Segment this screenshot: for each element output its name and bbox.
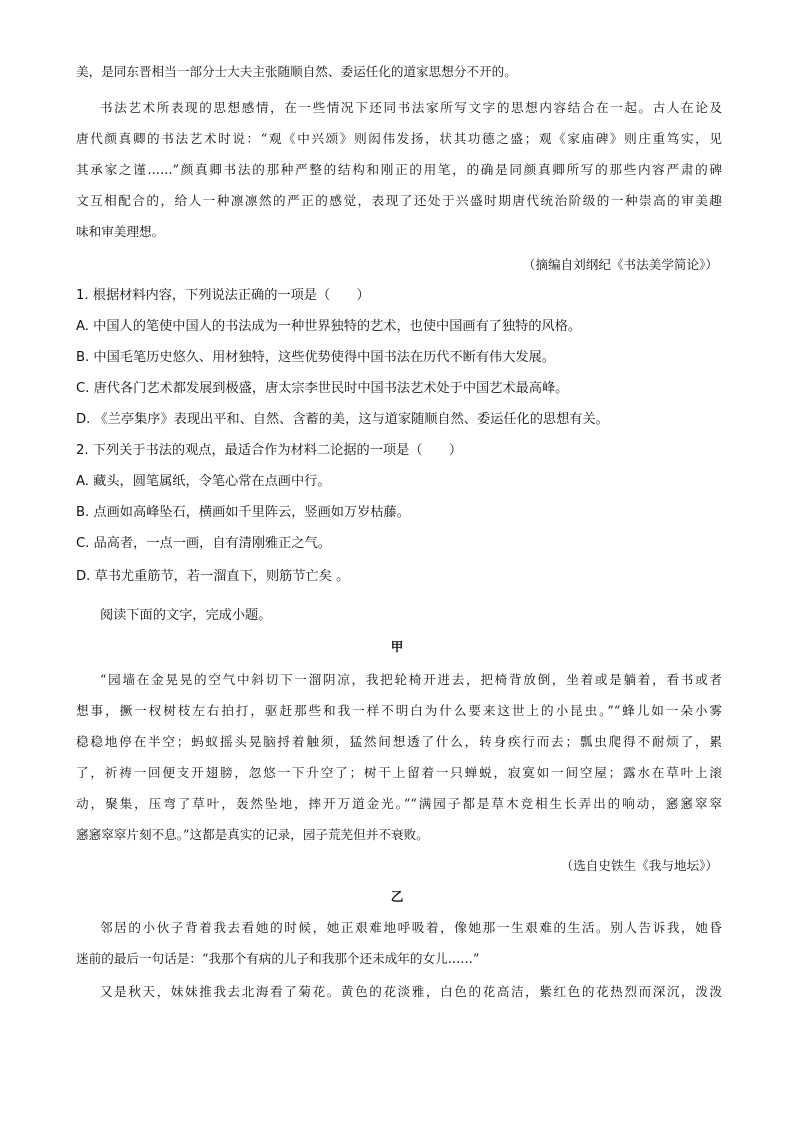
passage1-line: 味和审美理想。 xyxy=(76,224,165,239)
passage1-source: （摘编自刘纲纪《书法美学简论》） xyxy=(522,257,718,272)
jia-line: 动，聚集，压弯了草叶，轰然坠地，摔开万道金光。”“满园子都是草木竞相生长弄出的响动，窸窸窣窣 xyxy=(76,796,722,811)
passage1-line: 美，是同东晋相当一部分士大夫主张随顺自然、委运任化的道家思想分不开的。 xyxy=(76,64,517,79)
jia-line: 了，祈祷一回便支开翅膀，忽悠一下升空了；树干上留着一只蝉蜕，寂寞如一间空屋；露水在草叶上滚 xyxy=(76,765,722,780)
question-option: A. 中国人的笔使中国人的书法成为一种世界独特的艺术，也使中国画有了独特的风格。 xyxy=(76,319,582,334)
reading-instruction: 阅读下面的文字，完成小题。 xyxy=(100,608,272,623)
yi-line: 又是秋天，妹妹推我去北海看了菊花。黄色的花淡雅，白色的花高洁，紫红色的花热烈而深沉，泼泼 xyxy=(100,984,722,999)
question-option: D. 草书尤重筋节，若一溜直下，则筋节亡矣 。 xyxy=(76,569,350,584)
section-heading-jia: 甲 xyxy=(390,639,404,654)
passage1-line: 文互相配合的，给人一种凛凛然的严正的感觉，表现了还处于兴盛时期唐代统治阶级的一种崇高的审美趣 xyxy=(76,193,722,208)
question-option: B. 中国毛笔历史悠久、用材独特，这些优势使得中国书法在历代不断有伟大发展。 xyxy=(76,350,555,365)
question-option: A. 藏头，圆笔属纸，令笔心常在点画中行。 xyxy=(76,474,331,489)
passage1-line: 唐代颜真卿的书法艺术时说：“观《中兴颂》则闳伟发扬，状其功德之盛；观《家庙碑》则庄重笃实，见 xyxy=(76,131,722,146)
question-option: B. 点画如高峰坠石，横画如千里阵云，竖画如万岁枯藤。 xyxy=(76,505,410,520)
section-heading-yi: 乙 xyxy=(390,889,404,904)
question-stem: 2. 下列关于书法的观点，最适合作为材料二论据的一项是（ ） xyxy=(76,443,463,458)
jia-line: “园墙在金晃晃的空气中斜切下一溜阴凉，我把轮椅开进去，把椅背放倒，坐着或是躺着，看书或者 xyxy=(100,672,722,687)
question-option: C. 品高者，一点一画，自有清刚雅正之气。 xyxy=(76,536,331,551)
question-stem: 1. 根据材料内容，下列说法正确的一项是（ ） xyxy=(76,288,370,303)
passage1-line: 书法艺术所表现的思想感情，在一些情况下还同书法家所写文字的思想内容结合在一起。古人在论及 xyxy=(100,100,722,115)
jia-line: 稳稳地停在半空；蚂蚁摇头晃脑捋着触须，猛然间想透了什么，转身疾行而去；瓢虫爬得不耐烦了，累 xyxy=(76,734,722,749)
jia-line: 窸窸窣窣片刻不息。”这都是真实的记录，园子荒芜但并不衰败。 xyxy=(76,827,429,842)
question-option: D. 《兰亭集序》表现出平和、自然、含蓄的美，这与道家随顺自然、委运任化的思想有关。 xyxy=(76,412,609,427)
yi-line: 邻居的小伙子背着我去看她的时候，她正艰难地呼吸着，像她那一生艰难的生活。别人告诉我，她昏 xyxy=(100,920,722,935)
yi-line: 迷前的最后一句话是：“我那个有病的儿子和我那个还未成年的女儿……” xyxy=(76,951,480,966)
jia-line: 想事，撅一杈树枝左右拍打，驱赶那些和我一样不明白为什么要来这世上的小昆虫。”“蜂儿如一朵小雾 xyxy=(76,703,722,718)
passage1-line: 其承家之谨……”颜真卿书法的那种严整的结构和刚正的用笔，的确是同颜真卿所写的那些内容严肃的碑 xyxy=(76,162,722,177)
question-option: C. 唐代各门艺术都发展到极盛，唐太宗李世民时中国书法艺术处于中国艺术最高峰。 xyxy=(76,381,569,396)
jia-source: （选自史铁生《我与地坛》） xyxy=(560,858,718,873)
